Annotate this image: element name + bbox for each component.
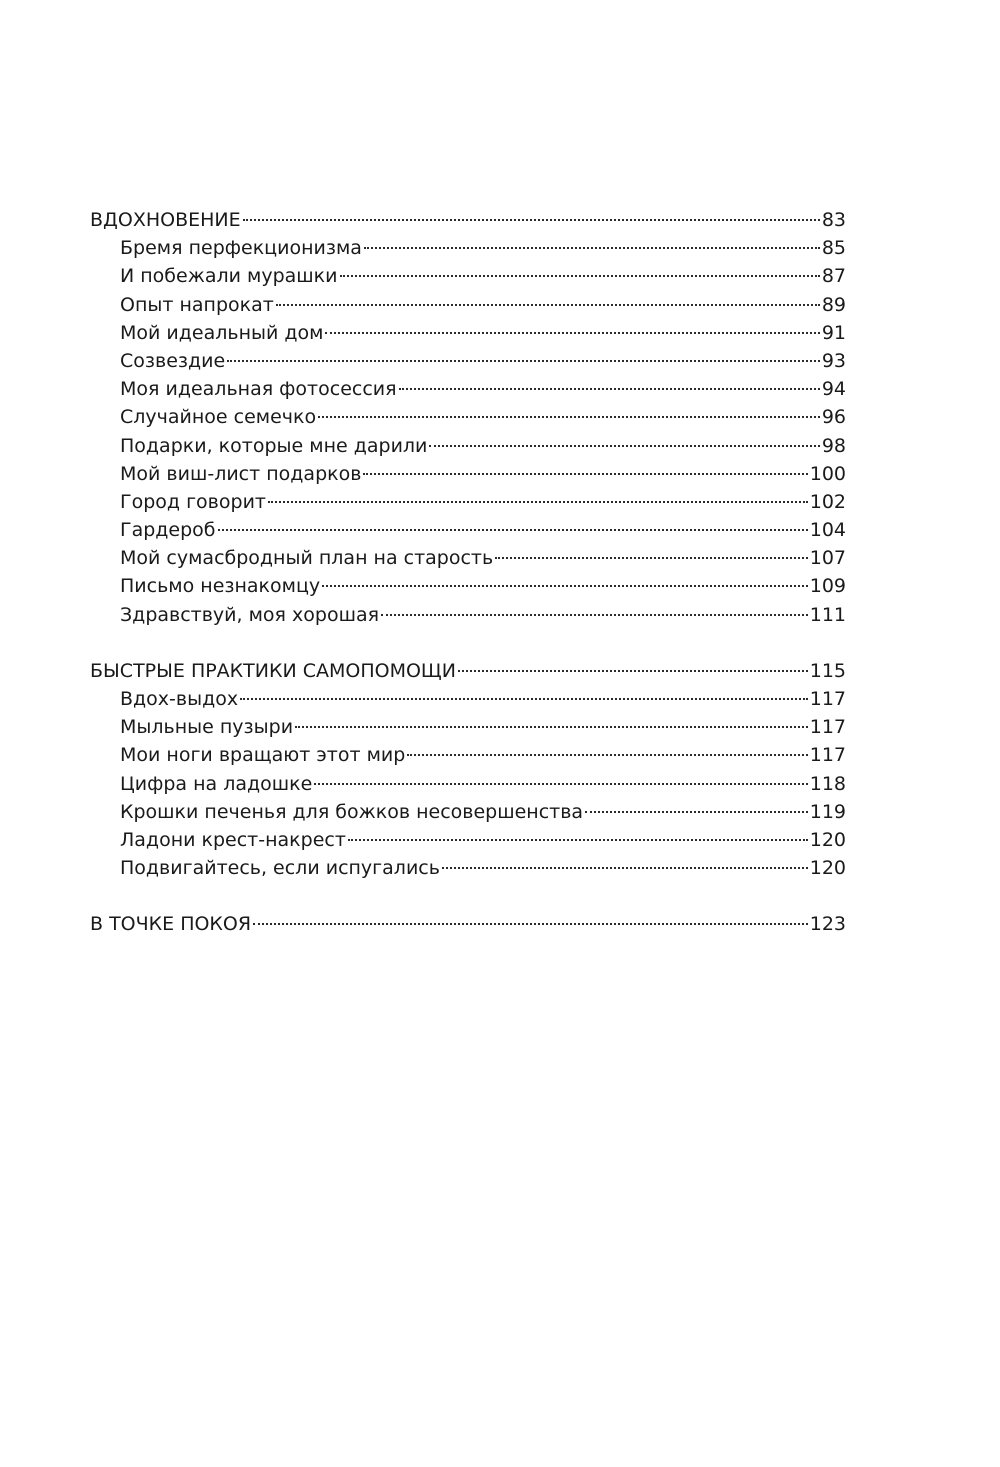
toc-entry[interactable] (90, 347, 846, 375)
toc-page-number: 120 (809, 828, 846, 851)
toc-dot-leader (364, 247, 820, 249)
toc-dot-leader (295, 726, 808, 728)
toc-entry[interactable] (90, 854, 846, 882)
toc-dot-leader (429, 445, 819, 447)
toc-page-number: 118 (809, 772, 846, 795)
toc-entry[interactable] (90, 572, 846, 600)
toc-section (90, 206, 846, 629)
toc-page-number: 96 (821, 406, 846, 429)
toc-dot-leader (314, 783, 807, 785)
table-of-contents (90, 206, 846, 939)
toc-entry-title: Здравствуй, моя хорошая (120, 603, 380, 626)
toc-page-number: 119 (809, 800, 846, 823)
toc-dot-leader (243, 219, 820, 221)
toc-dot-leader (363, 473, 807, 475)
toc-page-number: 87 (821, 265, 846, 288)
toc-entry[interactable] (90, 770, 846, 798)
toc-section-title: БЫСТРЫЕ ПРАКТИКИ САМОПОМОЩИ (90, 659, 456, 682)
toc-dot-leader (399, 388, 820, 390)
toc-entry[interactable] (90, 375, 846, 403)
toc-entry-title: Город говорит (120, 490, 266, 513)
toc-entry[interactable] (90, 741, 846, 769)
toc-dot-leader (495, 557, 808, 559)
toc-page-number: 117 (809, 744, 846, 767)
toc-section-heading[interactable] (90, 910, 846, 938)
toc-page-number: 89 (821, 293, 846, 316)
toc-section (90, 910, 846, 938)
toc-entry-title: Письмо незнакомцу (120, 575, 321, 598)
toc-dot-leader (240, 698, 808, 700)
toc-entry[interactable] (90, 685, 846, 713)
toc-page-number: 107 (809, 547, 846, 570)
toc-dot-leader (322, 585, 808, 587)
toc-entry-title: Бремя перфекционизма (120, 237, 362, 260)
toc-entry[interactable] (90, 601, 846, 629)
toc-section-heading[interactable] (90, 657, 846, 685)
toc-entry[interactable] (90, 516, 846, 544)
toc-dot-leader (218, 529, 808, 531)
toc-entry-title: Мои ноги вращают этот мир (120, 744, 406, 767)
toc-dot-leader (318, 416, 820, 418)
toc-dot-leader (325, 332, 819, 334)
toc-entry-title: Подарки, которые мне дарили (120, 434, 428, 457)
toc-entry[interactable] (90, 403, 846, 431)
toc-entry[interactable] (90, 544, 846, 572)
toc-entry-title: Созвездие (120, 349, 226, 372)
toc-page-number: 120 (809, 857, 846, 880)
toc-entry-title: Мой идеальный дом (120, 321, 324, 344)
toc-section-title: ВДОХНОВЕНИЕ (90, 209, 241, 231)
toc-page-number: 117 (809, 716, 846, 739)
toc-page-number: 104 (809, 519, 846, 542)
toc-dot-leader (268, 501, 808, 503)
toc-page-number: 91 (821, 321, 846, 344)
toc-page-number: 123 (809, 913, 846, 936)
toc-entry-title: Крошки печенья для божков несовершенства (120, 800, 584, 823)
toc-page-number: 109 (809, 575, 846, 598)
toc-section-heading[interactable] (90, 206, 846, 234)
toc-entry[interactable] (90, 826, 846, 854)
toc-dot-leader (381, 614, 808, 616)
toc-page-number: 94 (821, 378, 846, 401)
toc-page-number: 100 (809, 462, 846, 485)
toc-entry-title: Моя идеальная фотосессия (120, 378, 397, 401)
toc-page-number: 93 (821, 349, 846, 372)
toc-entry[interactable] (90, 460, 846, 488)
toc-entry[interactable] (90, 262, 846, 290)
toc-dot-leader (585, 811, 808, 813)
toc-entry-title: И побежали мурашки (120, 265, 338, 288)
toc-entry-title: Случайное семечко (120, 406, 317, 429)
toc-entry-title: Вдох-выдох (120, 688, 239, 710)
toc-dot-leader (442, 867, 808, 869)
toc-page-number: 115 (809, 659, 846, 682)
toc-page-number: 102 (809, 490, 846, 513)
toc-page-number: 98 (821, 434, 846, 457)
toc-entry-title: Ладони крест-накрест (120, 828, 346, 851)
toc-entry[interactable] (90, 291, 846, 319)
toc-dot-leader (458, 670, 808, 672)
toc-dot-leader (253, 923, 808, 925)
toc-entry[interactable] (90, 488, 846, 516)
toc-dot-leader (227, 360, 820, 362)
toc-section-title: В ТОЧКЕ ПОКОЯ (90, 913, 252, 936)
toc-dot-leader (340, 275, 820, 277)
toc-section (90, 657, 846, 883)
toc-entry-title: Мой сумасбродный план на старость (120, 547, 494, 570)
toc-entry[interactable] (90, 234, 846, 262)
toc-page-number: 117 (809, 688, 846, 710)
toc-dot-leader (407, 754, 807, 756)
toc-entry-title: Опыт напрокат (120, 293, 274, 316)
toc-page-number: 85 (821, 237, 846, 260)
toc-page-number: 111 (809, 603, 846, 626)
toc-entry-title: Цифра на ладошке (120, 772, 313, 795)
toc-entry-title: Мыльные пузыри (120, 716, 294, 739)
toc-entry[interactable] (90, 432, 846, 460)
toc-dot-leader (276, 304, 820, 306)
toc-entry[interactable] (90, 798, 846, 826)
toc-entry[interactable] (90, 713, 846, 741)
toc-page-number: 83 (821, 209, 846, 231)
toc-entry-title: Мой виш-лист подарков (120, 462, 362, 485)
toc-entry[interactable] (90, 319, 846, 347)
toc-dot-leader (348, 839, 808, 841)
toc-entry-title: Гардероб (120, 519, 216, 542)
toc-entry-title: Подвигайтесь, если испугались (120, 857, 440, 880)
